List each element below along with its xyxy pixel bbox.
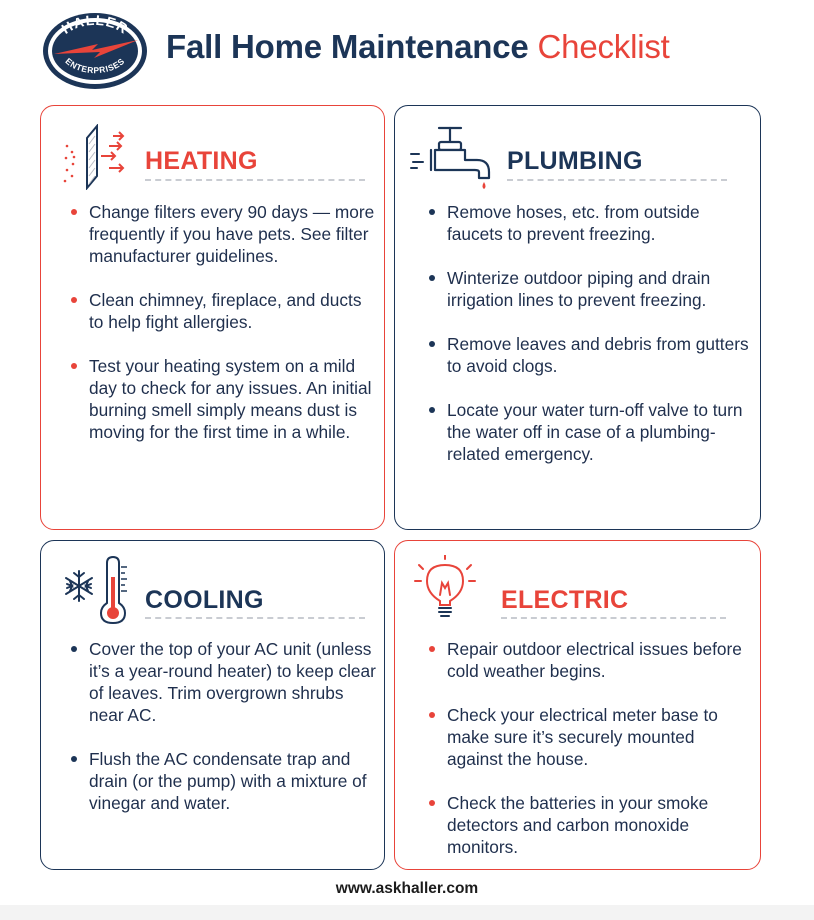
- list-item: Locate your water turn-off valve to turn the water off in case of a plumbing-related emergency.: [427, 399, 752, 465]
- list-item: Repair outdoor electrical issues before cold weather begins.: [427, 638, 752, 682]
- logo-bottom-text: ENTERPRISES: [63, 55, 127, 76]
- heating-title: HEATING: [145, 147, 258, 175]
- cooling-title-divider: [145, 617, 365, 619]
- list-item: Remove hoses, etc. from outside faucets to prevent freezing.: [427, 201, 752, 245]
- page-title: [166, 28, 670, 66]
- heating-list: [69, 201, 377, 465]
- plumbing-list: [427, 201, 752, 487]
- electric-title: ELECTRIC: [501, 586, 629, 614]
- snowflake-thermometer-icon: [59, 555, 137, 627]
- cooling-list: [69, 638, 381, 836]
- list-item: Flush the AC condensate trap and drain (or the pump) with a mixture of vinegar and water.: [69, 748, 381, 814]
- list-item: Clean chimney, fireplace, and ducts to help fight allergies.: [69, 289, 377, 333]
- bottom-strip: [0, 905, 814, 920]
- list-item: Winterize outdoor piping and drain irrigation lines to prevent freezing.: [427, 267, 752, 311]
- electric-card: [394, 540, 761, 870]
- heating-title-divider: [145, 179, 365, 181]
- list-item: Remove leaves and debris from gutters to avoid clogs.: [427, 333, 752, 377]
- list-item: Cover the top of your AC unit (unless it’s a year-round heater) to keep clear of leaves. Trim overgrown shrubs near AC.: [69, 638, 381, 726]
- heating-card: [40, 105, 385, 530]
- list-item: Change filters every 90 days — more frequently if you have pets. See filter manufacturer guidelines.: [69, 201, 377, 267]
- plumbing-card: [394, 105, 761, 530]
- logo-top-text: HALLER: [58, 11, 132, 37]
- list-item: Test your heating system on a mild day to check for any issues. An initial burning smell simply means dust is moving for the first time in a while.: [69, 355, 377, 443]
- title-main: Fall Home Maintenance: [166, 28, 529, 65]
- cooling-title: COOLING: [145, 586, 264, 614]
- website-url[interactable]: www.askhaller.com: [335, 880, 479, 897]
- haller-logo: [40, 10, 150, 92]
- lightbulb-icon: [413, 555, 487, 629]
- faucet-icon: [409, 120, 499, 194]
- page-header: [0, 0, 814, 100]
- list-item: Check the batteries in your smoke detectors and carbon monoxide monitors.: [427, 792, 752, 858]
- electric-list: [427, 638, 752, 880]
- air-filter-icon: [61, 124, 137, 190]
- cooling-card: [40, 540, 385, 870]
- title-accent: Checklist: [537, 28, 670, 65]
- plumbing-title: PLUMBING: [507, 147, 643, 175]
- plumbing-title-divider: [507, 179, 727, 181]
- list-item: Check your electrical meter base to make sure it’s securely mounted against the house.: [427, 704, 752, 770]
- electric-title-divider: [501, 617, 726, 619]
